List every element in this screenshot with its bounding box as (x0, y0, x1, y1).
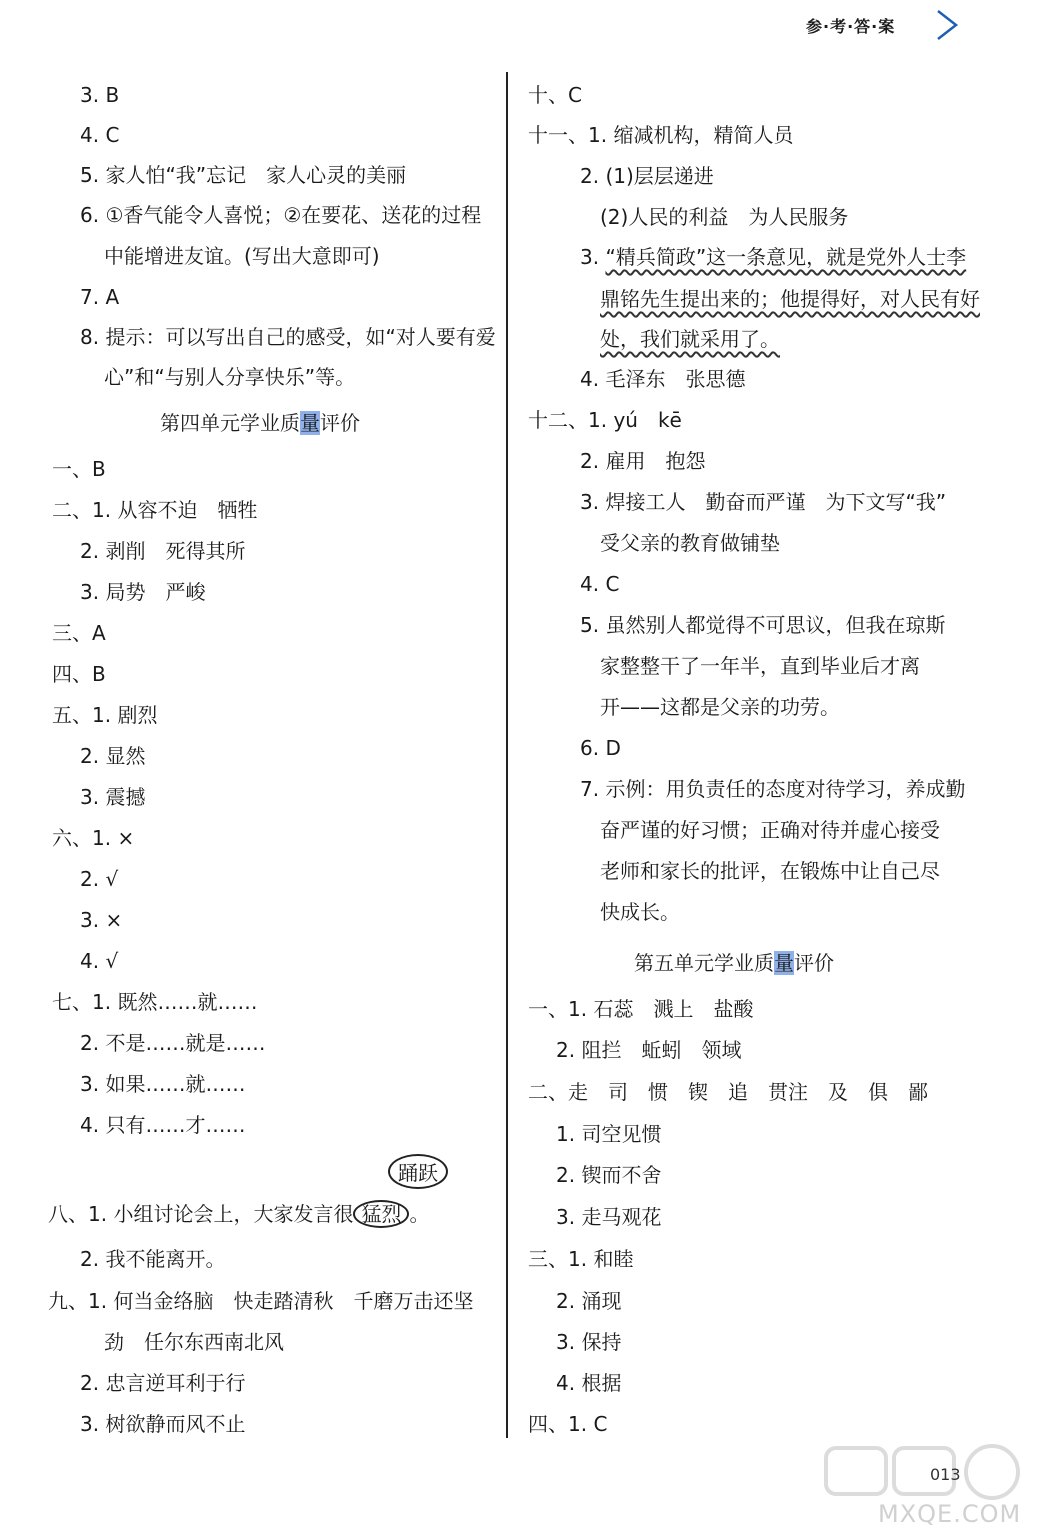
answer-line: 九、1. 何当金络脑 快走踏清秋 千磨万击还坚 (48, 1289, 474, 1313)
answer-line: 奋严谨的好习惯；正确对待并虚心接受 (600, 818, 940, 842)
answer-line: 2. 雇用 抱怨 (580, 449, 706, 473)
answer-line: 二、走 司 惯 锲 追 贯注 及 俱 鄙 (528, 1080, 928, 1104)
answer-line: 3. 树欲静而风不止 (80, 1412, 246, 1436)
answer-line: 劲 任尔东西南北风 (104, 1330, 284, 1354)
answer-line: 5. 家人怕“我”忘记 家人心灵的美丽 (80, 163, 407, 187)
answer-line: 4. 根据 (556, 1371, 622, 1395)
answer-line: 十、C (528, 83, 582, 107)
answer-line: 开——这都是父亲的功劳。 (600, 695, 840, 719)
answer-line: 心”和“与别人分享快乐”等。 (104, 365, 356, 389)
answer-line: 六、1. × (52, 826, 135, 850)
answer-line: 处，我们就采用了。 (600, 327, 780, 351)
answer-line: 2. (1)层层递进 (580, 164, 714, 188)
answer-line: 三、A (52, 621, 106, 645)
header-label: 参·考·答·案 (806, 17, 896, 36)
answer-line: 7. 示例：用负责任的态度对待学习，养成勤 (580, 777, 966, 801)
answer-line: 家整整干了一年半，直到毕业后才离 (600, 654, 920, 678)
answer-line: 1. 司空见惯 (556, 1122, 662, 1146)
answer-line: 三、1. 和睦 (528, 1247, 634, 1271)
watermark-text: MXQE.COM (878, 1500, 1022, 1528)
section-heading-unit4: 第四单元学业质量评价 (160, 411, 360, 435)
column-divider (506, 72, 508, 1438)
answer-line: 3. × (80, 908, 123, 932)
answer-line: 2. 锲而不舍 (556, 1163, 662, 1187)
answer-line: 4. C (80, 123, 120, 147)
answer-line: 一、1. 石蕊 溅上 盐酸 (528, 997, 754, 1021)
answer-line: 2. 忠言逆耳利于行 (80, 1371, 246, 1395)
answer-line: 2. 阻拦 蚯蚓 领域 (556, 1038, 742, 1062)
answer-line: 4. √ (80, 949, 119, 973)
answer-line: 七、1. 既然……就…… (52, 990, 258, 1014)
circled-word: 猛烈 (353, 1200, 409, 1228)
answer-line: 四、B (52, 662, 106, 686)
answer-line: 二、1. 从容不迫 牺牲 (52, 498, 258, 522)
answer-line: 十二、1. yú kē (528, 408, 682, 432)
answer-line: 受父亲的教育做铺垫 (600, 531, 780, 555)
answer-line: 3. 走马观花 (556, 1205, 662, 1229)
answer-line: 五、1. 剧烈 (52, 703, 158, 727)
answer-line: 十一、1. 缩减机构，精简人员 (528, 123, 794, 147)
answer-line: 3. 如果……就…… (80, 1072, 246, 1096)
answer-line: 鼎铭先生提出来的；他提得好，对人民有好 (600, 287, 980, 311)
section-heading-unit5: 第五单元学业质量评价 (634, 951, 834, 975)
answer-line: 2. 不是……就是…… (80, 1031, 266, 1055)
answer-line: 一、B (52, 457, 106, 481)
answer-line: 2. 涌现 (556, 1289, 622, 1313)
answer-line: 3. “精兵简政”这一条意见，就是党外人士李 (580, 245, 967, 269)
answer-line: 8. 提示：可以写出自己的感受，如“对人要有爱 (80, 325, 496, 349)
answer-line: 4. 毛泽东 张思德 (580, 367, 746, 391)
page-number: 013 (930, 1465, 961, 1484)
correction-word: 踊跃 (388, 1154, 448, 1189)
answer-line: 3. B (80, 83, 120, 107)
answer-line: 3. 保持 (556, 1330, 622, 1354)
answer-line: 5. 虽然别人都觉得不可思议，但我在琼斯 (580, 613, 946, 637)
answer-line: 4. C (580, 572, 620, 596)
answer-line: (2)人民的利益 为人民服务 (600, 205, 849, 229)
answer-line: 2. √ (80, 867, 119, 891)
answer-line: 7. A (80, 285, 120, 309)
answer-line: 6. D (580, 736, 621, 760)
chevron-right-icon (934, 8, 960, 42)
answer-line: 四、1. C (528, 1412, 608, 1436)
answer-line: 2. 我不能离开。 (80, 1247, 226, 1271)
answer-line: 3. 局势 严峻 (80, 580, 206, 604)
answer-line: 快成长。 (600, 900, 680, 924)
answer-line: 老师和家长的批评，在锻炼中让自己尽 (600, 859, 940, 883)
answer-line: 6. ①香气能令人喜悦；②在要花、送花的过程 (80, 203, 482, 227)
answer-line: 2. 剥削 死得其所 (80, 539, 246, 563)
answer-line: 4. 只有……才…… (80, 1113, 246, 1137)
answer-line: 3. 焊接工人 勤奋而严谨 为下文写“我” (580, 490, 947, 514)
answer-line: 3. 震撼 (80, 785, 146, 809)
answer-line: 八、1. 小组讨论会上，大家发言很 猛烈 。 (48, 1202, 430, 1226)
answer-line: 中能增进友谊。(写出大意即可) (104, 244, 380, 268)
answer-line: 2. 显然 (80, 744, 146, 768)
